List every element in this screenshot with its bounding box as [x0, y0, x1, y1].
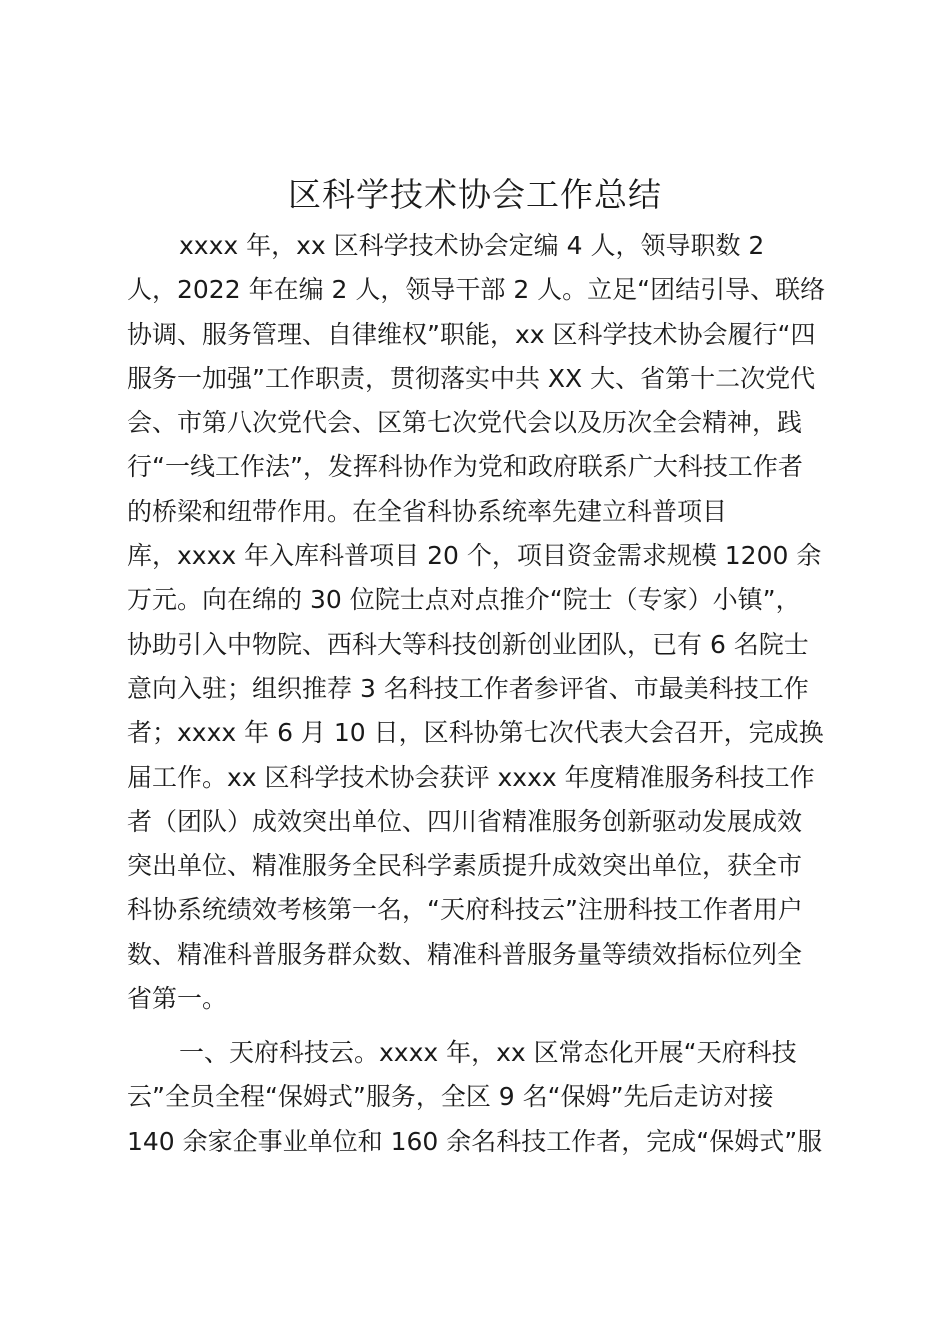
text-line: 数、精准科普服务群众数、精准科普服务量等绩效指标位列全: [127, 939, 803, 969]
text-line: 的桥梁和纽带作用。在全省科协系统率先建立科普项目: [127, 496, 728, 526]
text-line: 者（团队）成效突出单位、四川省精准服务创新驱动发展成效: [127, 806, 803, 836]
text-line: 者；xxxx 年 6 月 10 日，区科协第七次代表大会召开，完成换: [127, 718, 824, 748]
paragraph-1: [127, 224, 830, 1021]
text-line: 省第一。: [127, 984, 228, 1014]
text-line: 人，2022 年在编 2 人，领导干部 2 人。立足“团结引导、联络: [127, 275, 826, 305]
text-line: 万元。向在绵的 30 位院士点对点推介“院士（专家）小镇”，: [127, 585, 801, 615]
text-line: 140 余家企事业单位和 160 余名科技工作者，完成“保姆式”服: [127, 1126, 823, 1156]
text-line: 意向入驻；组织推荐 3 名科技工作者参评省、市最美科技工作: [127, 673, 809, 703]
text-line: 会、市第八次党代会、区第七次党代会以及历次全会精神，践: [127, 408, 803, 438]
text-line: 服务一加强”工作职责，贯彻落实中共 XX 大、省第十二次党代: [127, 363, 816, 393]
document-title: 区科学技术协会工作总结: [288, 175, 662, 214]
text-line: 云”全员全程“保姆式”服务，全区 9 名“保姆”先后走访对接: [127, 1082, 774, 1112]
paragraph-2: [127, 1031, 830, 1164]
text-line: 突出单位、精准服务全民科学素质提升成效突出单位，获全市: [127, 851, 803, 881]
text-line: xxxx 年，xx 区科学技术协会定编 4 人，领导职数 2: [179, 231, 765, 260]
text-line: 届工作。xx 区科学技术协会获评 xxxx 年度精准服务科技工作: [127, 762, 815, 792]
text-line: 科协系统绩效考核第一名，“天府科技云”注册科技工作者用户: [127, 895, 803, 925]
text-line: 库，xxxx 年入库科普项目 20 个，项目资金需求规模 1200 余: [127, 541, 822, 571]
text-line: 行“一线工作法”，发挥科协作为党和政府联系广大科技工作者: [127, 452, 803, 482]
text-line: 一、天府科技云。xxxx 年，xx 区常态化开展“天府科技: [179, 1038, 797, 1067]
text-line: 协助引入中物院、西科大等科技创新创业团队，已有 6 名院士: [127, 629, 809, 659]
text-line: 协调、服务管理、自律维权”职能，xx 区科学技术协会履行“四: [127, 319, 816, 349]
